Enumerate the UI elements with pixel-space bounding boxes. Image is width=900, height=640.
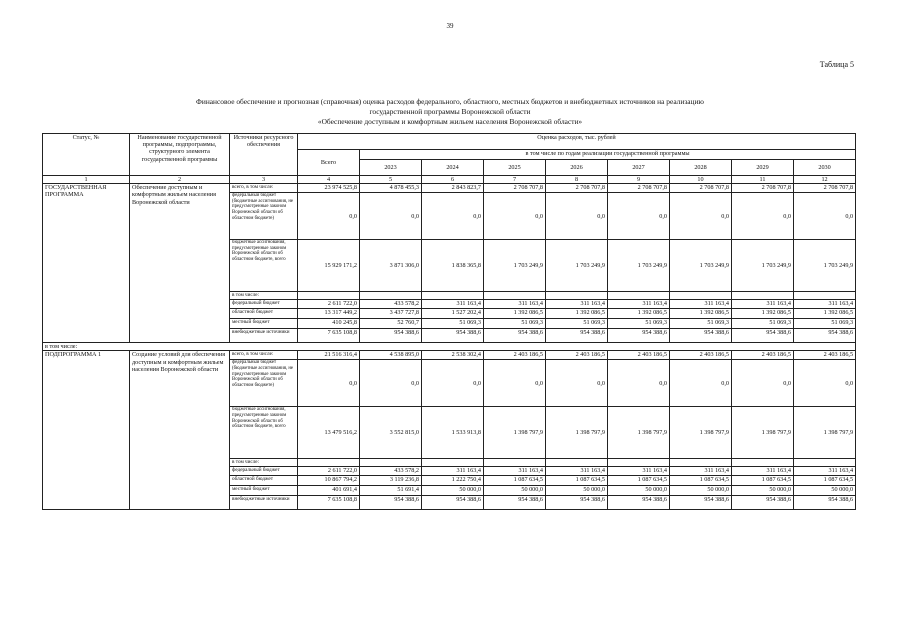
year-value-cell: 954 388,6	[484, 496, 546, 510]
column-numbers-row	[43, 176, 856, 184]
year-value-cell: 2 403 186,5	[608, 351, 670, 360]
year-value-cell: 1 703 249,9	[732, 240, 794, 292]
year-value-cell: 1 392 086,5	[484, 309, 546, 319]
separator-label: в том числе:	[43, 343, 856, 351]
year-value-cell: 1 703 249,9	[608, 240, 670, 292]
year-value-cell: 0,0	[670, 360, 732, 407]
column-number: 5	[360, 176, 422, 184]
year-value-cell: 2 403 186,5	[794, 351, 856, 360]
column-number: 4	[298, 176, 360, 184]
year-value-cell: 2 708 707,8	[608, 184, 670, 193]
year-value-cell: 2 403 186,5	[732, 351, 794, 360]
total-value-cell: 401 691,4	[298, 486, 360, 496]
total-value-cell: 10 867 794,2	[298, 476, 360, 486]
total-value-cell: 2 611 722,0	[298, 300, 360, 309]
source-cell: местный бюджет	[230, 486, 298, 496]
year-value-cell: 50 000,0	[546, 486, 608, 496]
source-cell: бюджетные ассигнования, предусмотренные законом Воронежской области об областном бюджете, всего	[230, 407, 298, 459]
year-value-cell: 1 392 086,5	[732, 309, 794, 319]
header-year: 2030	[794, 160, 856, 176]
header-year: 2028	[670, 160, 732, 176]
year-value-cell: 51 069,3	[422, 319, 484, 329]
title-line: государственной программы Воронежской области	[369, 107, 531, 116]
year-value-cell: 0,0	[608, 360, 670, 407]
source-cell: местный бюджет	[230, 319, 298, 329]
total-value-cell: 2 611 722,0	[298, 467, 360, 476]
year-value-cell	[608, 459, 670, 467]
status-cell: ГОСУДАРСТВЕННАЯ ПРОГРАММА	[43, 184, 130, 343]
year-value-cell	[794, 459, 856, 467]
year-value-cell: 1 527 202,4	[422, 309, 484, 319]
year-value-cell: 954 388,6	[670, 329, 732, 343]
source-cell: федеральный бюджет	[230, 467, 298, 476]
header-year: 2029	[732, 160, 794, 176]
year-value-cell: 51 069,3	[484, 319, 546, 329]
year-value-cell: 954 388,6	[484, 329, 546, 343]
year-value-cell	[360, 292, 422, 300]
header-year: 2023	[360, 160, 422, 176]
year-value-cell: 433 578,2	[360, 300, 422, 309]
source-cell: внебюджетные источники	[230, 329, 298, 343]
column-number: 8	[546, 176, 608, 184]
year-value-cell: 1 087 634,5	[670, 476, 732, 486]
column-number: 11	[732, 176, 794, 184]
year-value-cell: 311 163,4	[546, 467, 608, 476]
year-value-cell: 1 087 634,5	[546, 476, 608, 486]
title-line: Финансовое обеспечение и прогнозная (справочная) оценка расходов федерального, областного, местных бюджетов и внебюджетных источников на реализацию	[196, 97, 704, 106]
header-by-year: в том числе по годам реализации государственной программы	[360, 150, 856, 160]
total-value-cell: 7 635 108,8	[298, 329, 360, 343]
year-value-cell: 954 388,6	[422, 496, 484, 510]
year-value-cell: 954 388,6	[360, 496, 422, 510]
year-value-cell	[360, 459, 422, 467]
year-value-cell	[732, 459, 794, 467]
year-value-cell: 0,0	[794, 193, 856, 240]
year-value-cell: 2 708 707,8	[794, 184, 856, 193]
source-cell: всего, в том числе:	[230, 184, 298, 193]
year-value-cell: 1 392 086,5	[546, 309, 608, 319]
source-cell: бюджетные ассигнования, предусмотренные законом Воронежской области об областном бюджете, всего	[230, 240, 298, 292]
year-value-cell	[546, 292, 608, 300]
year-value-cell: 2 403 186,5	[546, 351, 608, 360]
header-row	[43, 134, 856, 150]
year-value-cell: 1 398 797,9	[484, 407, 546, 459]
year-value-cell: 1 398 797,9	[670, 407, 732, 459]
year-value-cell: 0,0	[546, 360, 608, 407]
year-value-cell: 311 163,4	[608, 300, 670, 309]
source-cell: в том числе:	[230, 459, 298, 467]
year-value-cell: 1 087 634,5	[794, 476, 856, 486]
year-value-cell: 0,0	[422, 193, 484, 240]
year-value-cell: 2 708 707,8	[484, 184, 546, 193]
header-estimate: Оценка расходов, тыс. рублей	[298, 134, 856, 150]
year-value-cell: 2 843 823,7	[422, 184, 484, 193]
total-value-cell: 7 635 108,8	[298, 496, 360, 510]
year-value-cell	[732, 292, 794, 300]
year-value-cell: 0,0	[794, 360, 856, 407]
year-value-cell: 0,0	[732, 193, 794, 240]
total-value-cell: 21 516 316,4	[298, 351, 360, 360]
year-value-cell: 51 069,3	[670, 319, 732, 329]
year-value-cell: 51 069,3	[608, 319, 670, 329]
header-year: 2027	[608, 160, 670, 176]
document-title	[60, 97, 840, 127]
column-number: 7	[484, 176, 546, 184]
year-value-cell: 4 878 455,3	[360, 184, 422, 193]
year-value-cell	[422, 459, 484, 467]
year-value-cell: 3 871 306,0	[360, 240, 422, 292]
header-source: Источники ресурсного обеспечения	[230, 134, 298, 176]
year-value-cell: 3 119 236,8	[360, 476, 422, 486]
year-value-cell: 1 087 634,5	[608, 476, 670, 486]
year-value-cell	[546, 459, 608, 467]
year-value-cell: 954 388,6	[608, 496, 670, 510]
header-year: 2025	[484, 160, 546, 176]
year-value-cell: 1 087 634,5	[732, 476, 794, 486]
year-value-cell: 50 000,0	[422, 486, 484, 496]
year-value-cell: 0,0	[670, 193, 732, 240]
year-value-cell: 954 388,6	[732, 329, 794, 343]
year-value-cell: 1 703 249,9	[670, 240, 732, 292]
year-value-cell	[670, 292, 732, 300]
table-label: Таблица 5	[819, 60, 854, 69]
year-value-cell: 1 398 797,9	[546, 407, 608, 459]
year-value-cell: 1 392 086,5	[670, 309, 732, 319]
year-value-cell: 311 163,4	[484, 467, 546, 476]
year-value-cell: 2 403 186,5	[670, 351, 732, 360]
year-value-cell: 311 163,4	[422, 467, 484, 476]
year-value-cell: 2 708 707,8	[546, 184, 608, 193]
header-total: Всего	[298, 150, 360, 176]
year-value-cell: 311 163,4	[732, 300, 794, 309]
year-value-cell: 2 708 707,8	[732, 184, 794, 193]
source-cell: областной бюджет	[230, 476, 298, 486]
column-number: 9	[608, 176, 670, 184]
source-cell: федеральный бюджет (бюджетные ассигнования, не предусмотренные законом Воронежской области об областном бюджете)	[230, 360, 298, 407]
header-status: Статус, №	[43, 134, 130, 176]
year-value-cell: 311 163,4	[794, 300, 856, 309]
year-value-cell: 954 388,6	[422, 329, 484, 343]
year-value-cell: 311 163,4	[670, 300, 732, 309]
year-value-cell: 1 703 249,9	[546, 240, 608, 292]
total-value-cell: 410 245,8	[298, 319, 360, 329]
status-cell: ПОДПРОГРАММА 1	[43, 351, 130, 510]
total-value-cell: 13 317 449,2	[298, 309, 360, 319]
year-value-cell: 1 222 750,4	[422, 476, 484, 486]
year-value-cell: 51 069,3	[794, 319, 856, 329]
total-value-cell: 15 929 171,2	[298, 240, 360, 292]
total-value-cell: 0,0	[298, 193, 360, 240]
year-value-cell	[422, 292, 484, 300]
year-value-cell: 1 398 797,9	[794, 407, 856, 459]
column-number: 1	[43, 176, 130, 184]
year-value-cell: 311 163,4	[732, 467, 794, 476]
page-number: 39	[446, 22, 454, 30]
year-value-cell: 311 163,4	[670, 467, 732, 476]
year-value-cell: 954 388,6	[360, 329, 422, 343]
year-value-cell: 3 437 727,8	[360, 309, 422, 319]
year-value-cell: 0,0	[484, 193, 546, 240]
total-value-cell: 13 479 516,2	[298, 407, 360, 459]
program-name-cell: Создание условий для обеспечения доступным и комфортным жильем населения Воронежской области	[130, 351, 230, 510]
total-value-cell: 0,0	[298, 360, 360, 407]
year-value-cell: 51 691,4	[360, 486, 422, 496]
source-cell: в том числе:	[230, 292, 298, 300]
year-value-cell: 954 388,6	[546, 329, 608, 343]
year-value-cell: 1 392 086,5	[608, 309, 670, 319]
year-value-cell: 3 552 815,0	[360, 407, 422, 459]
header-year: 2026	[546, 160, 608, 176]
year-value-cell: 954 388,6	[546, 496, 608, 510]
year-value-cell: 2 708 707,8	[670, 184, 732, 193]
year-value-cell	[484, 459, 546, 467]
year-value-cell: 50 000,0	[794, 486, 856, 496]
year-value-cell: 1 703 249,9	[484, 240, 546, 292]
year-value-cell: 2 538 302,4	[422, 351, 484, 360]
year-value-cell: 50 000,0	[608, 486, 670, 496]
year-value-cell: 1 392 086,5	[794, 309, 856, 319]
year-value-cell: 311 163,4	[484, 300, 546, 309]
source-cell: федеральный бюджет	[230, 300, 298, 309]
year-value-cell: 52 760,7	[360, 319, 422, 329]
year-value-cell: 433 578,2	[360, 467, 422, 476]
year-value-cell: 4 538 895,0	[360, 351, 422, 360]
total-value-cell	[298, 292, 360, 300]
year-value-cell: 51 069,3	[546, 319, 608, 329]
year-value-cell	[794, 292, 856, 300]
year-value-cell: 0,0	[422, 360, 484, 407]
year-value-cell: 1 087 634,5	[484, 476, 546, 486]
title-line: «Обеспечение доступным и комфортным жильем населения Воронежской области»	[317, 117, 583, 126]
total-value-cell: 23 974 525,8	[298, 184, 360, 193]
year-value-cell: 0,0	[608, 193, 670, 240]
table-row	[43, 351, 856, 360]
year-value-cell: 2 403 186,5	[484, 351, 546, 360]
year-value-cell: 311 163,4	[422, 300, 484, 309]
year-value-cell: 1 838 365,8	[422, 240, 484, 292]
column-number: 12	[794, 176, 856, 184]
header-name: Наименование государственной программы, подпрограммы, структурного элемента государственной программы	[130, 134, 230, 176]
source-cell: всего, в том числе:	[230, 351, 298, 360]
year-value-cell: 1 398 797,9	[608, 407, 670, 459]
year-value-cell: 0,0	[360, 360, 422, 407]
year-value-cell: 0,0	[360, 193, 422, 240]
year-value-cell: 1 398 797,9	[732, 407, 794, 459]
source-cell: областной бюджет	[230, 309, 298, 319]
year-value-cell	[608, 292, 670, 300]
column-number: 2	[130, 176, 230, 184]
year-value-cell: 0,0	[484, 360, 546, 407]
program-name-cell: Обеспечение доступным и комфортным жильем населения Воронежской области	[130, 184, 230, 343]
year-value-cell	[484, 292, 546, 300]
finance-table	[42, 133, 856, 510]
separator-row	[43, 343, 856, 351]
year-value-cell: 1 703 249,9	[794, 240, 856, 292]
year-value-cell: 50 000,0	[732, 486, 794, 496]
year-value-cell: 954 388,6	[670, 496, 732, 510]
year-value-cell: 311 163,4	[794, 467, 856, 476]
year-value-cell: 51 069,3	[732, 319, 794, 329]
source-cell: внебюджетные источники	[230, 496, 298, 510]
column-number: 3	[230, 176, 298, 184]
column-number: 10	[670, 176, 732, 184]
year-value-cell: 311 163,4	[608, 467, 670, 476]
year-value-cell: 954 388,6	[732, 496, 794, 510]
year-value-cell: 954 388,6	[608, 329, 670, 343]
year-value-cell: 0,0	[546, 193, 608, 240]
year-value-cell: 954 388,6	[794, 496, 856, 510]
year-value-cell: 0,0	[732, 360, 794, 407]
year-value-cell: 954 388,6	[794, 329, 856, 343]
source-cell: федеральный бюджет (бюджетные ассигнования, не предусмотренные законом Воронежской области об областном бюджете)	[230, 193, 298, 240]
total-value-cell	[298, 459, 360, 467]
year-value-cell	[670, 459, 732, 467]
header-year: 2024	[422, 160, 484, 176]
year-value-cell: 1 533 913,8	[422, 407, 484, 459]
year-value-cell: 311 163,4	[546, 300, 608, 309]
year-value-cell: 50 000,0	[484, 486, 546, 496]
column-number: 6	[422, 176, 484, 184]
year-value-cell: 50 000,0	[670, 486, 732, 496]
table-row	[43, 184, 856, 193]
